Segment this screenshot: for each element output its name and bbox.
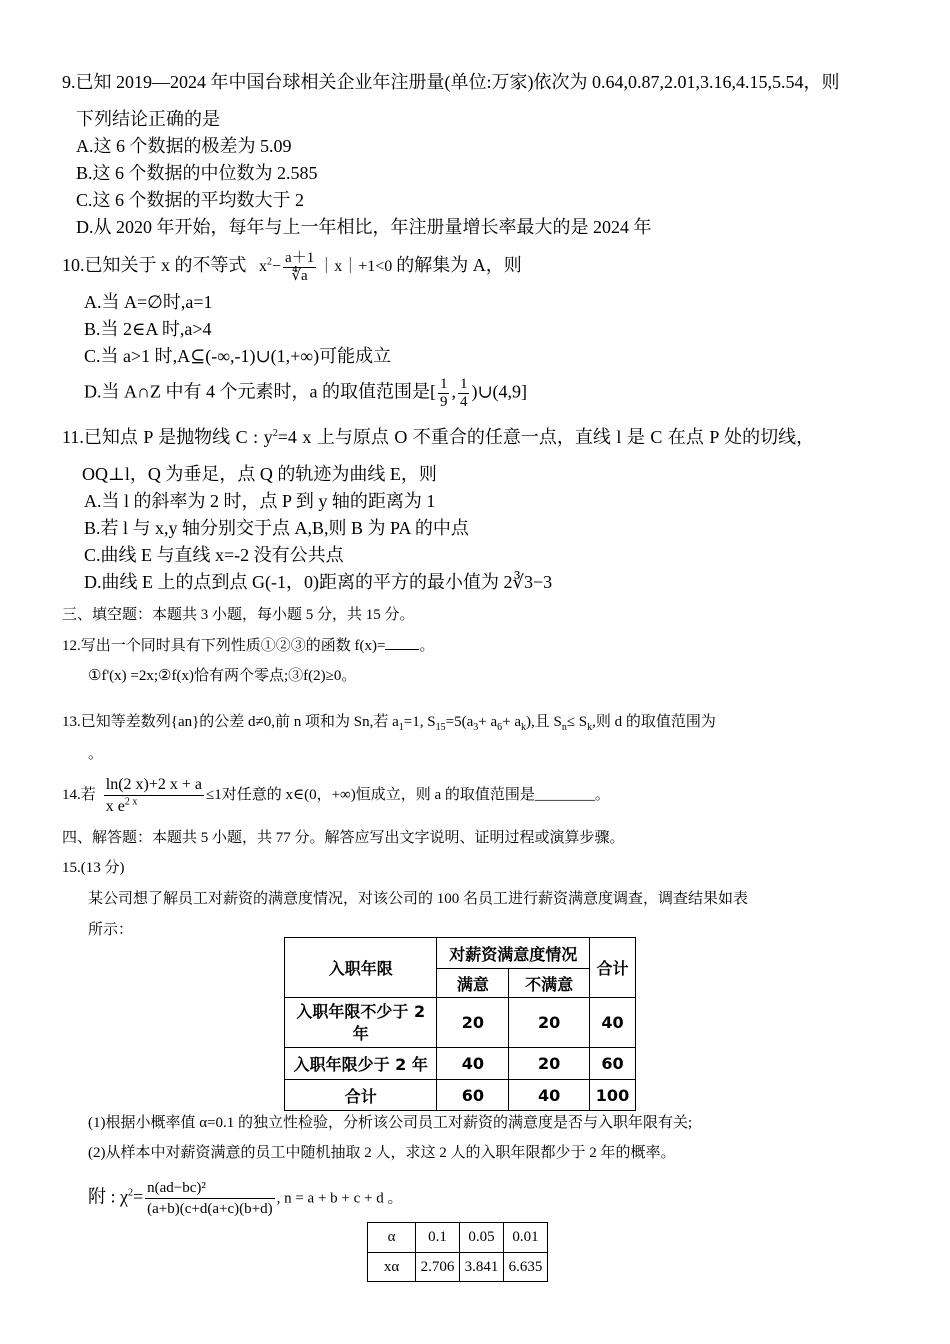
q15-intro-line1: 某公司想了解员工对薪资的满意度情况，对该公司的 100 名员工进行薪资满意度调查，调查结果如表	[88, 891, 749, 907]
q12-answer-blank[interactable]	[385, 649, 419, 650]
q13-c: =5(a	[445, 714, 474, 730]
table-cell: 40	[590, 998, 636, 1048]
q10-exp: 2	[267, 256, 272, 268]
formula-prefix: 附 : χ	[88, 1186, 128, 1207]
q13-b-sub: 15	[435, 722, 446, 733]
q10-optd-frac2-num: 1	[459, 376, 468, 392]
q14-den-sup: 2 x	[124, 796, 138, 808]
q9-option-a: A.这 6 个数据的极差为 5.09	[76, 136, 292, 156]
table-cell: 40	[509, 1080, 590, 1111]
q15-intro-line2: 所示：	[88, 922, 134, 938]
table-cell: 2.706	[416, 1253, 460, 1282]
q14-answer-blank[interactable]: ________	[534, 786, 595, 803]
section3-heading: 三、填空题：本题共 3 小题，每小题 5 分，共 15 分。	[62, 607, 415, 623]
formula-fraction	[145, 1178, 274, 1219]
table-row	[285, 998, 636, 1048]
q13-c-sub5: k	[587, 722, 593, 733]
table-cell: 6.635	[504, 1253, 548, 1282]
q13-stem	[62, 710, 716, 734]
q13-c-sub4: n	[561, 722, 567, 733]
q10-optd-frac2-den: 4	[459, 394, 468, 410]
table-cell: 入职年限不少于 2 年	[285, 998, 437, 1048]
q13-b: =1, S	[403, 714, 436, 730]
q14-den-a: x e	[105, 798, 125, 815]
q10-option-c: C.当 a>1 时,A⊆(-∞,-1)∪(1,+∞)可能成立	[84, 346, 392, 366]
satisfaction-table	[284, 937, 636, 1111]
q15-formula	[88, 1178, 403, 1219]
formula-den: (a+b)(c+d(a+c)(b+d)	[147, 1201, 273, 1217]
q13-c-sub1: 3	[473, 722, 479, 733]
q10-fraction	[283, 250, 316, 285]
table-cell: α	[368, 1223, 416, 1253]
q10-suffix: 的解集为 A，则	[396, 255, 522, 276]
q10-optd-comma: ,	[451, 381, 456, 402]
table-header-years: 入职年限	[285, 938, 437, 998]
q10-frac-num: a＋1	[285, 250, 315, 266]
table-cell: 20	[437, 998, 509, 1048]
q12-properties: ①f'(x) =2x;②f(x)恰有两个零点;③f(2)≥0。	[88, 668, 357, 684]
q11-line1-b: =4 x 上与原点 O 不重合的任意一点，直线 l 是 C 在点 P 处的切线，	[277, 427, 815, 447]
q11-line1	[62, 425, 814, 449]
q10-inequality	[259, 250, 396, 284]
q11-option-b: B.若 l 与 x,y 轴分别交于点 A,B,则 B 为 PA 的中点	[84, 518, 469, 538]
q15-part1: (1)根据小概率值 α=0.1 的独立性检验，分析该公司员工对薪资的满意度是否与入职年限有关;	[88, 1115, 693, 1131]
table-cell: 0.1	[416, 1223, 460, 1253]
table-row	[368, 1253, 548, 1282]
table-cell: 20	[509, 998, 590, 1048]
q10-frac-den: ∜a	[291, 268, 308, 284]
table-cell: 0.01	[504, 1223, 548, 1253]
q14-frac-den	[104, 796, 204, 817]
formula-tail: , n = a + b + c + d 。	[276, 1190, 403, 1207]
q10-optd-prefix: D.当 A∩Z 中有 4 个元素时，a 的取值范围是[	[84, 381, 436, 402]
q12-stem	[62, 634, 434, 658]
q11-line1-a: 11.已知点 P 是抛物线 C : y	[62, 427, 273, 447]
q9-option-d: D.从 2020 年开始，每年与上一年相比，年注册量增长率最大的是 2024 年	[76, 217, 652, 237]
q14-after: ≤1对任意的 x∈(0，+∞)恒成立，则 a 的取值范围是	[206, 786, 535, 803]
q10-option-b: B.当 2∈A 时,a>4	[84, 319, 212, 339]
q10-stem	[62, 250, 522, 285]
q14-stem	[62, 774, 610, 817]
q14-end: 。	[594, 786, 610, 803]
q10-x: x	[259, 258, 267, 276]
q11-line1-sup: 2	[272, 428, 278, 439]
q13-c3: + a	[502, 714, 521, 730]
table-cell: 合计	[285, 1080, 437, 1111]
table-cell: xα	[368, 1253, 416, 1282]
q11-option-c: C.曲线 E 与直线 x=-2 没有公共点	[84, 545, 344, 565]
formula-sup: 2	[128, 1187, 133, 1199]
q10-prefix: 10.已知关于 x 的不等式	[62, 255, 247, 276]
q10-ineq-tail: ｜x｜+1<0	[318, 258, 393, 276]
q10-optd-frac2	[458, 376, 470, 411]
q9-stem-line1: 9.已知 2019—2024 年中国台球相关企业年注册量(单位:万家)依次为 0.64,0.87,2.01,3.16,4.15,5.54，则	[62, 72, 840, 92]
q13-c2: + a	[478, 714, 498, 730]
table-row	[368, 1223, 548, 1253]
q12-stem-text: 12.写出一个同时具有下列性质①②③的函数 f(x)=	[62, 638, 386, 654]
table-cell: 60	[437, 1080, 509, 1111]
table-cell: 0.05	[460, 1223, 504, 1253]
formula-num: n(ad−bc)²	[145, 1178, 274, 1199]
table-cell: 60	[590, 1048, 636, 1080]
q14-frac-num: ln(2 x)+2 x + a	[104, 774, 204, 796]
table-row	[285, 1080, 636, 1111]
q10-optd-frac1-den: 9	[439, 394, 448, 410]
table-header-satisfied: 满意	[437, 969, 509, 998]
q13-a: 13.已知等差数列{an}的公差 d≠0,前 n 项和为 Sn,若 a	[62, 714, 399, 730]
q11-option-d: D.曲线 E 上的点到点 G(-1，0)距离的平方的最小值为 2∛3−3	[84, 572, 553, 592]
q10-optd-frac1-num: 1	[439, 376, 448, 392]
q10-option-d	[84, 376, 527, 411]
table-header-total: 合计	[590, 938, 636, 998]
q13-c5: ≤ S	[566, 714, 588, 730]
q13-c4: ),且 S	[525, 714, 562, 730]
q13-c-sub2: 6	[497, 722, 503, 733]
q13-c-sub3: k	[520, 722, 526, 733]
q11-line2: OQ⊥l，Q 为垂足，点 Q 的轨迹为曲线 E，则	[82, 464, 437, 484]
q12-stem-end: 。	[419, 638, 435, 654]
table-header-group: 对薪资满意度情况	[437, 938, 590, 969]
table-cell: 100	[590, 1080, 636, 1111]
formula-eq: =	[133, 1186, 144, 1207]
table-cell: 入职年限少于 2 年	[285, 1048, 437, 1080]
q14-fraction	[104, 774, 204, 817]
q10-minus: −	[272, 258, 282, 276]
table-cell: 3.841	[460, 1253, 504, 1282]
q9-option-c: C.这 6 个数据的平均数大于 2	[76, 190, 305, 210]
table-header-unsatisfied: 不满意	[509, 969, 590, 998]
section4-heading: 四、解答题：本题共 5 小题，共 77 分。解答应写出文字说明、证明过程或演算步骤。	[62, 830, 625, 846]
table-cell: 20	[509, 1048, 590, 1080]
q13-c6: ,则 d 的取值范围为	[592, 714, 716, 730]
q15-header: 15.(13 分)	[62, 860, 125, 876]
q13-end: 。	[88, 746, 104, 762]
q10-optd-frac1	[438, 376, 450, 411]
q10-option-a: A.当 A=∅时,a=1	[84, 292, 213, 312]
q15-part2: (2)从样本中对薪资满意的员工中随机抽取 2 人，求这 2 人的入职年限都少于 2 年的概率。	[88, 1145, 676, 1161]
q14-prefix: 14.若	[62, 786, 96, 803]
q11-option-a: A.当 l 的斜率为 2 时，点 P 到 y 轴的距离为 1	[84, 491, 436, 511]
q9-stem-line2: 下列结论正确的是	[76, 109, 220, 129]
table-row	[285, 1048, 636, 1080]
q13-a-sub: 1	[398, 722, 404, 733]
table-cell: 40	[437, 1048, 509, 1080]
q9-option-b: B.这 6 个数据的中位数为 2.585	[76, 163, 318, 183]
q10-optd-suffix: )∪(4,9]	[471, 381, 528, 402]
chi-square-critical-table	[367, 1222, 548, 1282]
